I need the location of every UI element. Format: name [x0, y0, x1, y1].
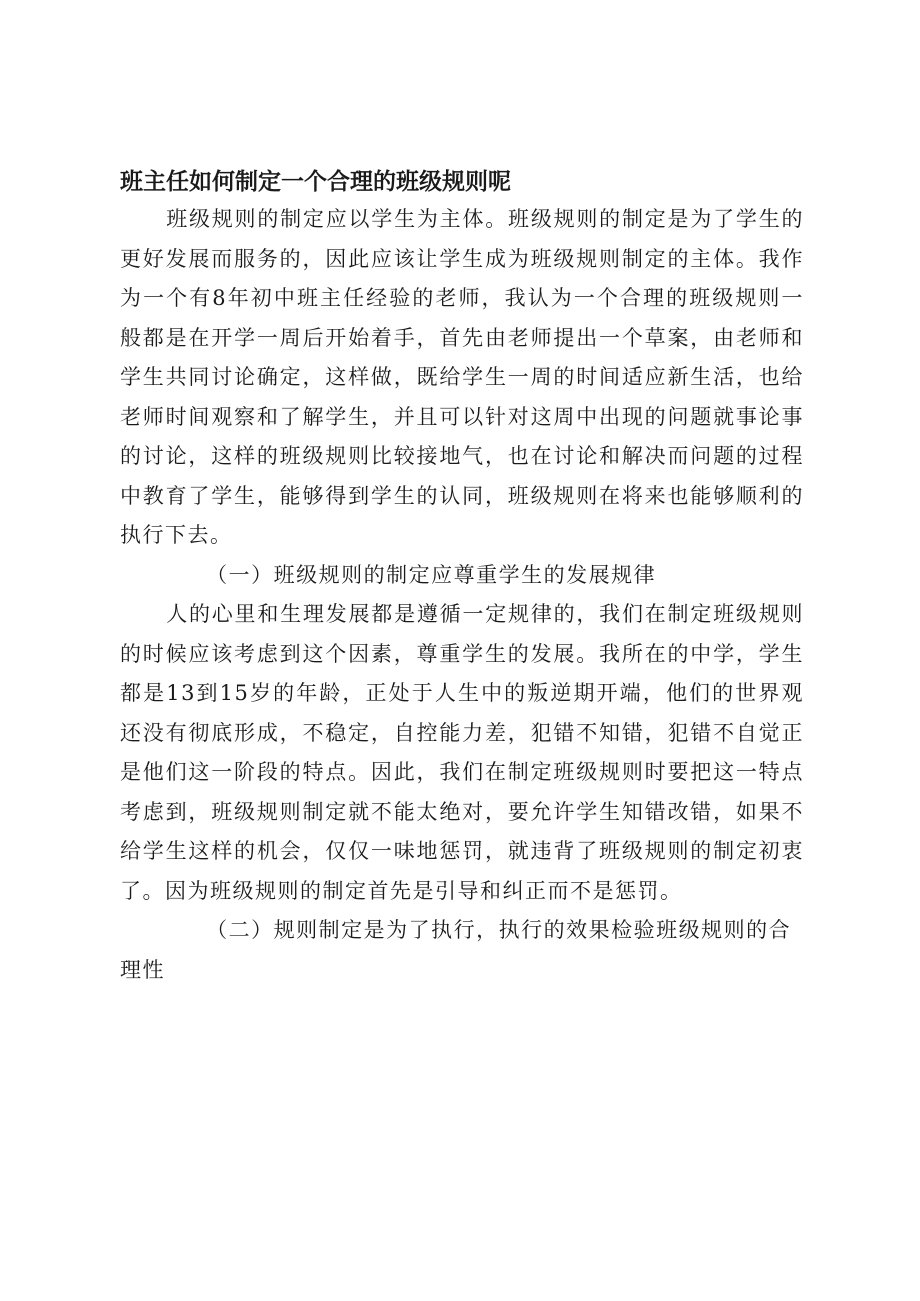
section-heading-1: （一）班级规则的制定应尊重学生的发展规律: [206, 562, 657, 587]
document-body: [120, 200, 804, 990]
document-title: 班主任如何制定一个合理的班级规则呢: [120, 169, 511, 195]
paragraph-intro: 班级规则的制定应以学生为主体。班级规则的制定是为了学生的更好发展而服务的，因此应该让学生成为班级规则制定的主体。我作为一个有8年初中班主任经验的老师，我认为一个合理的班级规则一般都是在开学一周后开始着手，首先由老师提出一个草案，由老师和学生共同讨论确定，这样做，既给学生一周的时间适应新生活，也给老师时间观察和了解学生，并且可以针对这周中出现的问题就事论事的讨论，这样的班级规则比较接地气，也在讨论和解决而问题的过程中教育了学生，能够得到学生的认同，班级规则在将来也能够顺利的执行下去。: [120, 207, 804, 547]
section-heading-2: （二）规则制定是为了执行，执行的效果检验班级规则的合理性: [120, 918, 792, 982]
paragraph-section-1: 人的心里和生理发展都是遵循一定规律的，我们在制定班级规则的时候应该考虑到这个因素，尊重学生的发展。我所在的中学，学生都是13到15岁的年龄，正处于人生中的叛逆期开端，他们的世界观还没有彻底形成，不稳定，自控能力差，犯错不知错，犯错不自觉正是他们这一阶段的特点。因此，我们在制定班级规则时要把这一特点考虑到，班级规则制定就不能太绝对，要允许学生知错改错，如果不给学生这样的机会，仅仅一味地惩罚，就违背了班级规则的制定初衷了。因为班级规则的制定首先是引导和纠正而不是惩罚。: [120, 602, 804, 903]
